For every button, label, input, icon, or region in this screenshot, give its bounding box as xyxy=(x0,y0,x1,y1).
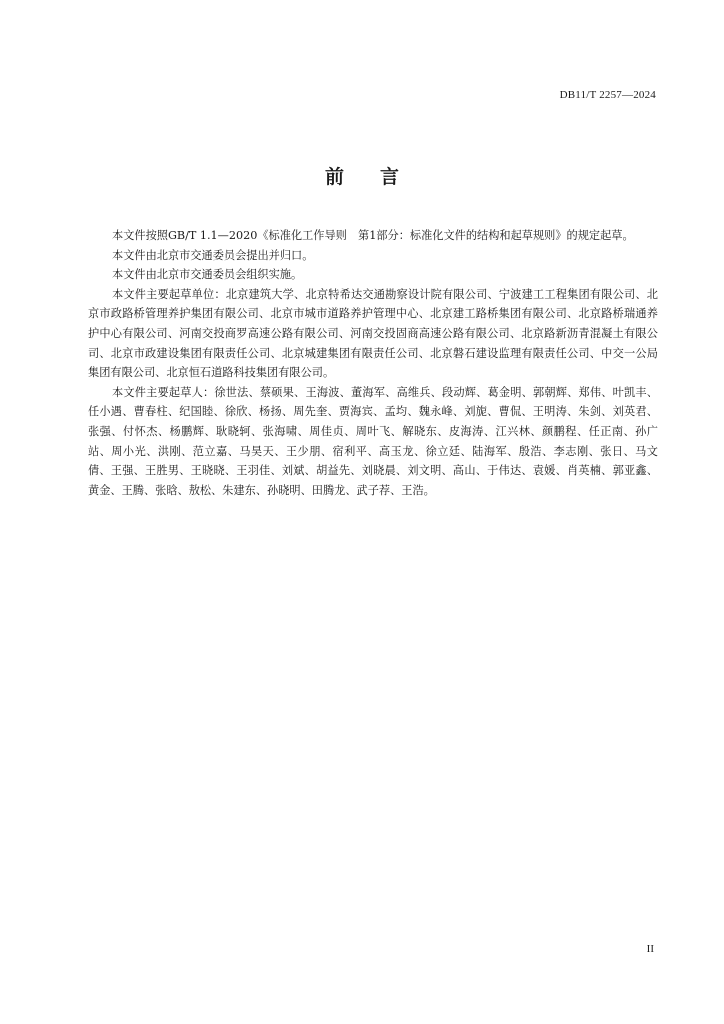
paragraph-proposer: 本文件由北京市交通委员会提出并归口。 xyxy=(112,248,314,262)
page-title: 前言 xyxy=(324,166,435,188)
paragraph-implementer: 本文件由北京市交通委员会组织实施。 xyxy=(112,268,303,282)
page-number: II xyxy=(646,943,654,955)
paragraph-drafting-units: 本文件主要起草单位：北京建筑大学、北京特希达交通勘察设计院有限公司、宁波建工工程集团有限公司、北京市政路桥管理养护集团有限公司、北京市城市道路养护管理中心、北京建工路桥集团有限公司、北京路桥瑞通养护中心有限公司、河南交投商罗高速公路有限公司、河南交投固商高速公路有限公司、北京路新沥青混凝土有限公司、北京市政建设集团有限责任公司、北京城建集团有限责任公司、北京磐石建设监理有限责任公司、中交一公局集团有限公司、北京恒石道路科技集团有限公司。 xyxy=(88,287,658,380)
foreword-body xyxy=(88,226,658,500)
document-code: DB11/T 2257—2024 xyxy=(559,89,656,101)
paragraph-drafters: 本文件主要起草人：徐世法、蔡硕果、王海波、董海军、高维兵、段动辉、葛金明、郭朝辉、郑伟、叶凯丰、任小遇、曹春柱、纪国睦、徐欣、杨扬、周先奎、贾海宾、孟均、魏永峰、刘旎、曹侃、王明涛、朱剑、刘英君、张强、付怀杰、杨鹏辉、耿晓轲、张海啸、周佳贞、周叶飞、解晓东、皮海涛、江兴林、颜鹏程、任正南、孙广站、周小光、洪刚、范立嘉、马昊天、王少朋、宿利平、高玉龙、徐立廷、陆海军、殷浩、李志刚、张日、马文倩、王强、王胜男、王晓晓、王羽佳、刘斌、胡益先、刘晓晨、刘文明、高山、于伟达、袁媛、肖英楠、郭亚鑫、黄金、王腾、张晗、敖松、朱建东、孙晓明、田腾龙、武子荐、王浩。 xyxy=(88,385,658,497)
paragraph-drafting-rules: 本文件按照GB/T 1.1—2020《标准化工作导则 第1部分：标准化文件的结构和起草规则》的规定起草。 xyxy=(112,229,634,242)
